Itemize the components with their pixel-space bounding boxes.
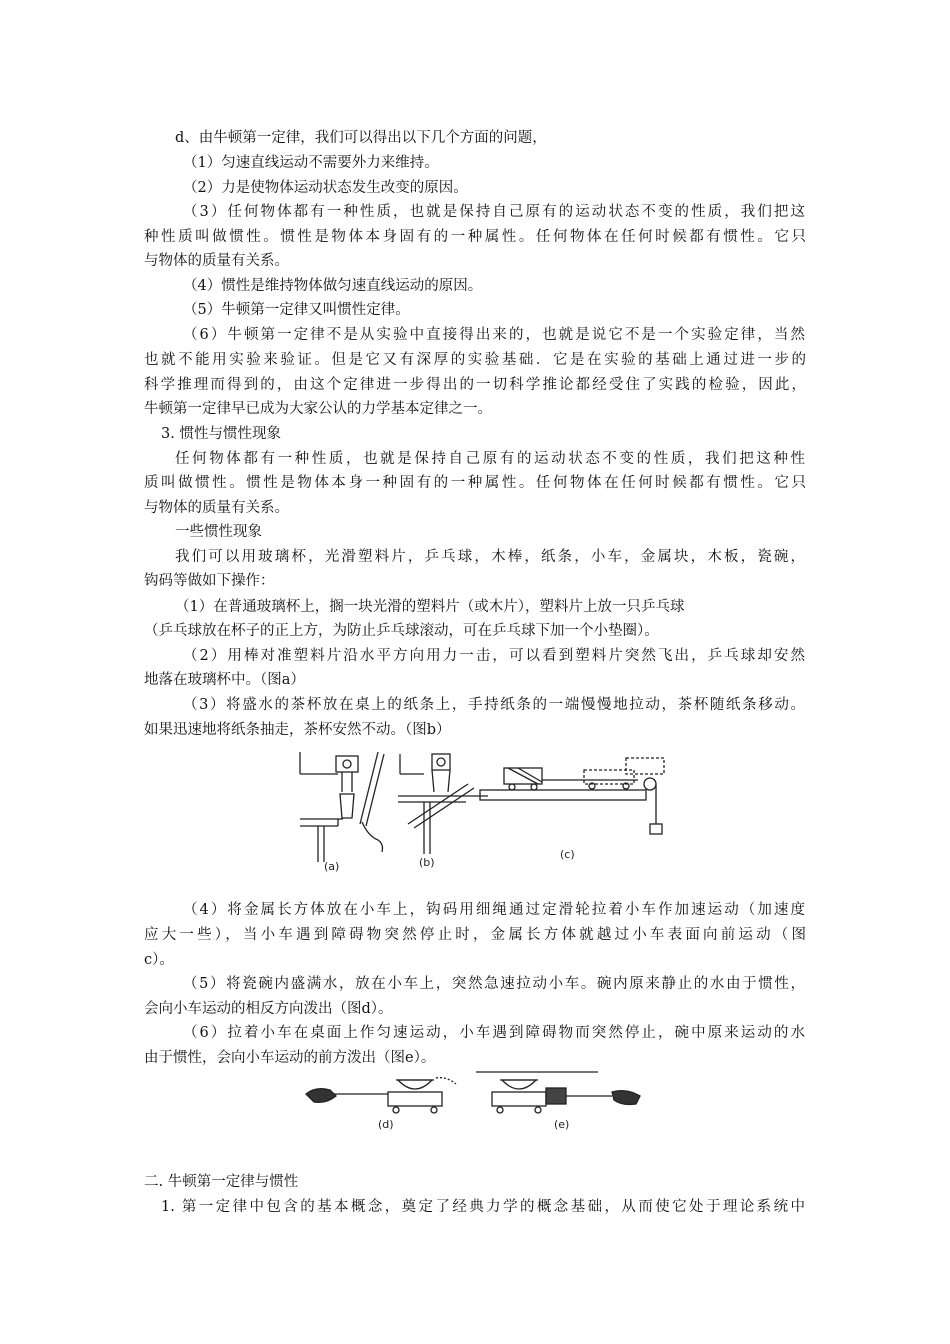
operation-5-line-2: 会向小车运动的相反方向泼出（图d）。 xyxy=(144,1001,393,1017)
operation-4-line-2: 应大一些），当小车遇到障碍物突然停止时，金属长方体就越过小车表面向前运动（图 xyxy=(144,927,806,943)
operation-1-line-1: （1）在普通玻璃杯上，搁一块光滑的塑料片（或木片），塑料片上放一只乒乓球 xyxy=(175,599,685,615)
figure-d-drawing xyxy=(306,1078,456,1113)
figure-b-label: (b) xyxy=(419,856,435,869)
figure-d-label: (d) xyxy=(378,1118,394,1131)
operation-4-line-3: c）。 xyxy=(144,952,174,968)
operation-3-line-2: 如果迅速地将纸条抽走，茶杯安然不动。（图b） xyxy=(144,722,451,738)
operation-2-line-2: 地落在玻璃杯中。（图a） xyxy=(144,672,305,688)
point-6-line-4: 牛顿第一定律早已成为大家公认的力学基本定律之一。 xyxy=(144,401,492,417)
figure-c-drawing xyxy=(480,758,664,834)
section-3-line-3: 与物体的质量有关系。 xyxy=(144,500,289,516)
section-3-heading: 3. 惯性与惯性现象 xyxy=(161,426,281,442)
figure-abc xyxy=(298,744,678,874)
section-3-line-2: 质叫做惯性。惯性是物体本身一种固有的一种属性。任何物体在任何时候都有惯性。它只 xyxy=(144,475,806,491)
figure-b-drawing xyxy=(398,754,488,854)
operation-1-line-2: （乒乓球放在杯子的正上方，为防止乒乓球滚动，可在乒乓球下加一个小垫圈）。 xyxy=(144,623,659,639)
figure-a-drawing xyxy=(300,752,384,862)
point-3-line-3: 与物体的质量有关系。 xyxy=(144,253,289,269)
operation-3-line-1: （3）将盛水的茶杯放在桌上的纸条上，手持纸条的一端慢慢地拉动，茶杯随纸条移动。 xyxy=(183,697,805,713)
materials-line-1: 我们可以用玻璃杯，光滑塑料片，乒乓球，木棒，纸条，小车，金属块，木板，瓷碗， xyxy=(175,549,805,565)
section-3-line-1: 任何物体都有一种性质，也就是保持自己原有的运动状态不变的性质，我们把这种性 xyxy=(175,451,805,467)
figure-de xyxy=(296,1066,656,1134)
operation-4-line-1: （4）将金属长方体放在小车上，钩码用细绳通过定滑轮拉着小车作加速运动（加速度 xyxy=(183,902,805,918)
phenomena-title: 一些惯性现象 xyxy=(175,524,262,540)
operation-2-line-1: （2）用棒对准塑料片沿水平方向用力一击，可以看到塑料片突然飞出，乒乓球却安然 xyxy=(183,648,805,664)
point-6-line-2: 也就不能用实验来验证。但是它又有深厚的实验基础．它是在实验的基础上通过进一步的 xyxy=(144,352,806,368)
figure-c-label: (c) xyxy=(560,848,575,861)
section-2-paragraph-1: 1. 第一定律中包含的基本概念，奠定了经典力学的概念基础，从而使它处于理论系统中 xyxy=(161,1199,805,1215)
point-1: （1）匀速直线运动不需要外力来维持。 xyxy=(183,155,439,171)
point-6-line-3: 科学推理而得到的，由这个定律进一步得出的一切科学推论都经受住了实践的检验，因此， xyxy=(144,377,806,393)
materials-line-2: 钩码等做如下操作： xyxy=(144,573,275,589)
figure-e-label: (e) xyxy=(554,1118,570,1131)
section-2-heading: 二. 牛顿第一定律与惯性 xyxy=(144,1174,299,1190)
operation-6-line-1: （6）拉着小车在桌面上作匀速运动，小车遇到障碍物而突然停止，碗中原来运动的水 xyxy=(183,1025,805,1041)
operation-6-line-2: 由于惯性，会向小车运动的前方泼出（图e）。 xyxy=(144,1050,436,1066)
point-4: （4）惯性是维持物体做匀速直线运动的原因。 xyxy=(183,278,483,294)
point-3-line-1: （3）任何物体都有一种性质，也就是保持自己原有的运动状态不变的性质，我们把这 xyxy=(183,204,805,220)
figure-e-drawing xyxy=(476,1072,640,1113)
figure-a-label: (a) xyxy=(324,860,340,873)
paragraph-d-intro: d、由牛顿第一定律，我们可以得出以下几个方面的问题， xyxy=(175,130,547,146)
operation-5-line-1: （5）将瓷碗内盛满水，放在小车上，突然急速拉动小车。碗内原来静止的水由于惯性， xyxy=(183,976,805,992)
point-2: （2）力是使物体运动状态发生改变的原因。 xyxy=(183,180,468,196)
point-5: （5）牛顿第一定律又叫惯性定律。 xyxy=(183,302,410,318)
point-6-line-1: （6）牛顿第一定律不是从实验中直接得出来的，也就是说它不是一个实验定律，当然 xyxy=(183,327,805,343)
point-3-line-2: 种性质叫做惯性。惯性是物体本身固有的一种属性。任何物体在任何时候都有惯性。它只 xyxy=(144,229,806,245)
